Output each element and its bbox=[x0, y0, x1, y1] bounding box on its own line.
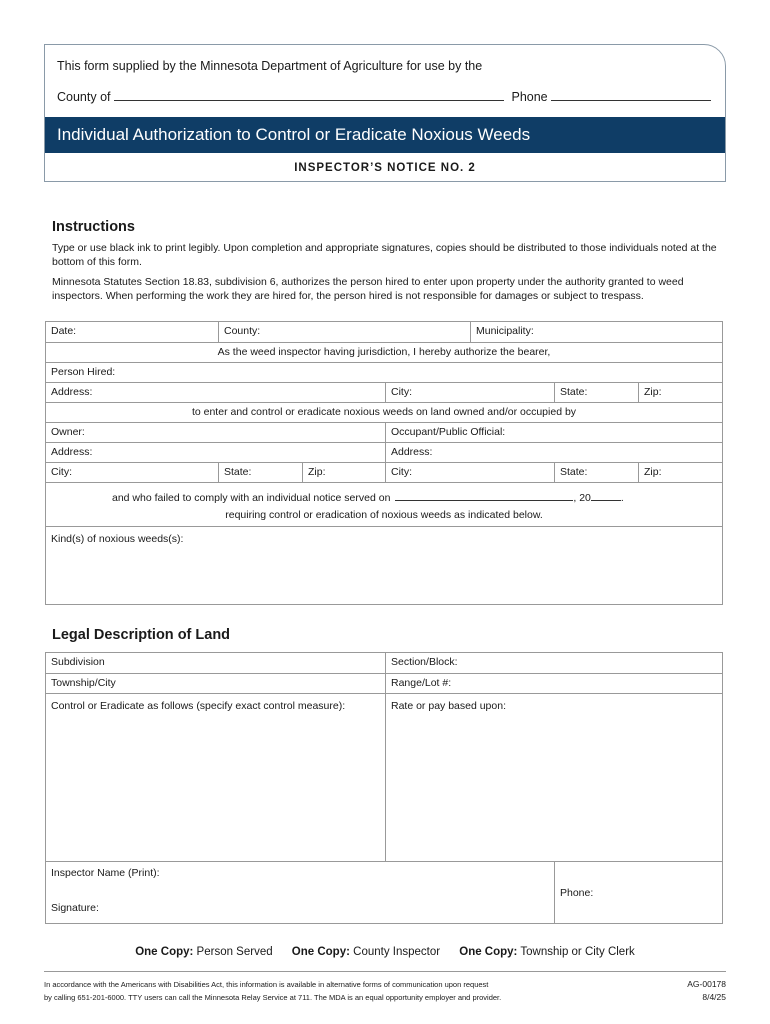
legal-grid bbox=[45, 652, 723, 924]
enter-text-row bbox=[46, 402, 722, 422]
owner-zip-field[interactable] bbox=[302, 463, 385, 482]
owner-city-field[interactable] bbox=[46, 463, 218, 482]
hired-address-field[interactable] bbox=[46, 383, 385, 402]
occupant-address-label: Address: bbox=[391, 446, 433, 458]
form-number: AG-00178 bbox=[687, 979, 726, 989]
occupant-state-label: State: bbox=[560, 466, 588, 478]
enter-text: to enter and control or eradicate noxious weeds on land owned and/or occupied by bbox=[191, 406, 577, 418]
hired-zip-field[interactable] bbox=[638, 383, 724, 402]
township-label: Township/City bbox=[51, 677, 116, 689]
county-label-2: County: bbox=[224, 325, 261, 337]
ada-notice-line-1: In accordance with the Americans with Disabilities Act, this information is available in alternative forms of communication upon request bbox=[44, 980, 489, 989]
notice-year-field[interactable] bbox=[591, 489, 621, 501]
form-date: 8/4/25 bbox=[702, 992, 726, 1002]
notice-served-row bbox=[46, 482, 722, 526]
state-label: State: bbox=[560, 386, 588, 398]
control-label: Control or Eradicate as follows (specify exact control measure): bbox=[51, 700, 346, 712]
owner-row bbox=[46, 422, 722, 442]
control-row bbox=[46, 693, 722, 861]
date-field[interactable] bbox=[46, 322, 218, 342]
copy-county-inspector: County Inspector bbox=[353, 946, 441, 958]
owner-city-row bbox=[46, 462, 722, 482]
owner-state-label: State: bbox=[224, 466, 252, 478]
copy-label-1: One Copy: bbox=[135, 946, 194, 958]
owner-field[interactable] bbox=[46, 423, 385, 442]
rate-label: Rate or pay based upon: bbox=[391, 700, 506, 712]
copy-township-clerk: Township or City Clerk bbox=[520, 946, 635, 958]
rate-field[interactable] bbox=[385, 694, 724, 861]
inspector-name-field[interactable] bbox=[46, 862, 554, 893]
inspector-phone-field[interactable] bbox=[554, 862, 724, 923]
occupant-address-field[interactable] bbox=[385, 443, 724, 462]
authorize-text: As the weed inspector having jurisdiction, I hereby authorize the bearer, bbox=[217, 346, 551, 358]
county-field-2[interactable] bbox=[218, 322, 470, 342]
county-field[interactable] bbox=[114, 89, 504, 101]
form-header bbox=[44, 44, 726, 182]
inspector-name-label: Inspector Name (Print): bbox=[51, 867, 160, 879]
address-label: Address: bbox=[51, 386, 93, 398]
owner-address-row bbox=[46, 442, 722, 462]
subdivision-field[interactable] bbox=[46, 653, 385, 673]
hired-address-row bbox=[46, 382, 722, 402]
failed-comply-line: and who failed to comply with an individual notice served on , 20 . bbox=[112, 489, 624, 504]
owner-address-field[interactable] bbox=[46, 443, 385, 462]
copy-label-2: One Copy: bbox=[291, 946, 350, 958]
copies-line bbox=[0, 946, 770, 958]
subdivision-label: Subdivision bbox=[51, 656, 105, 668]
year-prefix: 20 bbox=[579, 492, 591, 504]
hired-city-field[interactable] bbox=[385, 383, 554, 402]
instructions-heading: Instructions bbox=[52, 219, 135, 235]
copy-label-3: One Copy: bbox=[459, 946, 518, 958]
county-phone-line bbox=[57, 89, 717, 104]
phone-label: Phone bbox=[511, 90, 548, 104]
inspector-phone-label: Phone: bbox=[560, 887, 594, 899]
authorization-grid bbox=[45, 321, 723, 605]
kinds-weeds-row[interactable] bbox=[46, 526, 722, 604]
owner-address-label: Address: bbox=[51, 446, 93, 458]
signature-label: Signature: bbox=[51, 902, 99, 914]
section-block-label: Section/Block: bbox=[391, 656, 458, 668]
occupant-label: Occupant/Public Official: bbox=[391, 426, 506, 438]
township-field[interactable] bbox=[46, 674, 385, 693]
owner-zip-label: Zip: bbox=[308, 466, 326, 478]
occupant-city-field[interactable] bbox=[385, 463, 554, 482]
hired-state-field[interactable] bbox=[554, 383, 638, 402]
person-hired-row[interactable] bbox=[46, 362, 722, 382]
control-field[interactable] bbox=[46, 694, 385, 861]
copy-person-served: Person Served bbox=[196, 946, 273, 958]
owner-city-label: City: bbox=[51, 466, 72, 478]
signature-field[interactable] bbox=[46, 893, 554, 924]
legal-heading: Legal Description of Land bbox=[52, 627, 231, 643]
range-lot-label: Range/Lot #: bbox=[391, 677, 452, 689]
instructions-para-1: Type or use black ink to print legibly. Upon completion and appropriate signatures, copies should be distributed to those individuals noted at the bottom of this form. bbox=[52, 242, 717, 268]
subdivision-row bbox=[46, 653, 722, 673]
occupant-field[interactable] bbox=[385, 423, 724, 442]
person-hired-label: Person Hired: bbox=[51, 366, 116, 378]
form-title: Individual Authorization to Control or Eradicate Noxious Weeds bbox=[45, 117, 725, 153]
section-block-field[interactable] bbox=[385, 653, 724, 673]
date-county-row bbox=[46, 322, 722, 342]
occupant-city-label: City: bbox=[391, 466, 412, 478]
ada-notice-line-2: by calling 651-201-6000. TTY users can call the Minnesota Relay Service at 711. The MDA is an equal opportunity employer and provider. bbox=[44, 993, 502, 1002]
occupant-zip-field[interactable] bbox=[638, 463, 724, 482]
city-label: City: bbox=[391, 386, 412, 398]
phone-field[interactable] bbox=[551, 89, 711, 101]
authorize-row bbox=[46, 342, 722, 362]
failed-comply-text: and who failed to comply with an individual notice served on bbox=[112, 492, 391, 504]
notice-number: INSPECTOR’S NOTICE NO. 2 bbox=[294, 162, 476, 174]
form-code bbox=[687, 978, 726, 1004]
occupant-state-field[interactable] bbox=[554, 463, 638, 482]
county-label: County of bbox=[57, 90, 111, 104]
township-row bbox=[46, 673, 722, 693]
range-lot-field[interactable] bbox=[385, 674, 724, 693]
footer-divider bbox=[44, 971, 726, 972]
notice-date-field[interactable] bbox=[395, 489, 573, 501]
zip-label: Zip: bbox=[644, 386, 662, 398]
date-label: Date: bbox=[51, 325, 77, 337]
kinds-weeds-label: Kind(s) of noxious weeds(s): bbox=[51, 533, 184, 545]
instructions-para-2: Minnesota Statutes Section 18.83, subdivision 6, authorizes the person hired to enter upon property under the authority granted to weed inspectors. When performing the work they are hired for, the person hired is not responsible for damages or subject to trespass. bbox=[52, 276, 684, 302]
inspector-row bbox=[46, 861, 722, 923]
owner-label: Owner: bbox=[51, 426, 85, 438]
owner-state-field[interactable] bbox=[218, 463, 302, 482]
municipality-label: Municipality: bbox=[476, 325, 534, 337]
municipality-field[interactable] bbox=[470, 322, 724, 342]
ada-notice bbox=[44, 978, 604, 1004]
occupant-zip-label: Zip: bbox=[644, 466, 662, 478]
supplied-by-text: This form supplied by the Minnesota Department of Agriculture for use by the bbox=[57, 59, 483, 73]
requiring-text: requiring control or eradication of noxious weeds as indicated below. bbox=[225, 509, 543, 521]
